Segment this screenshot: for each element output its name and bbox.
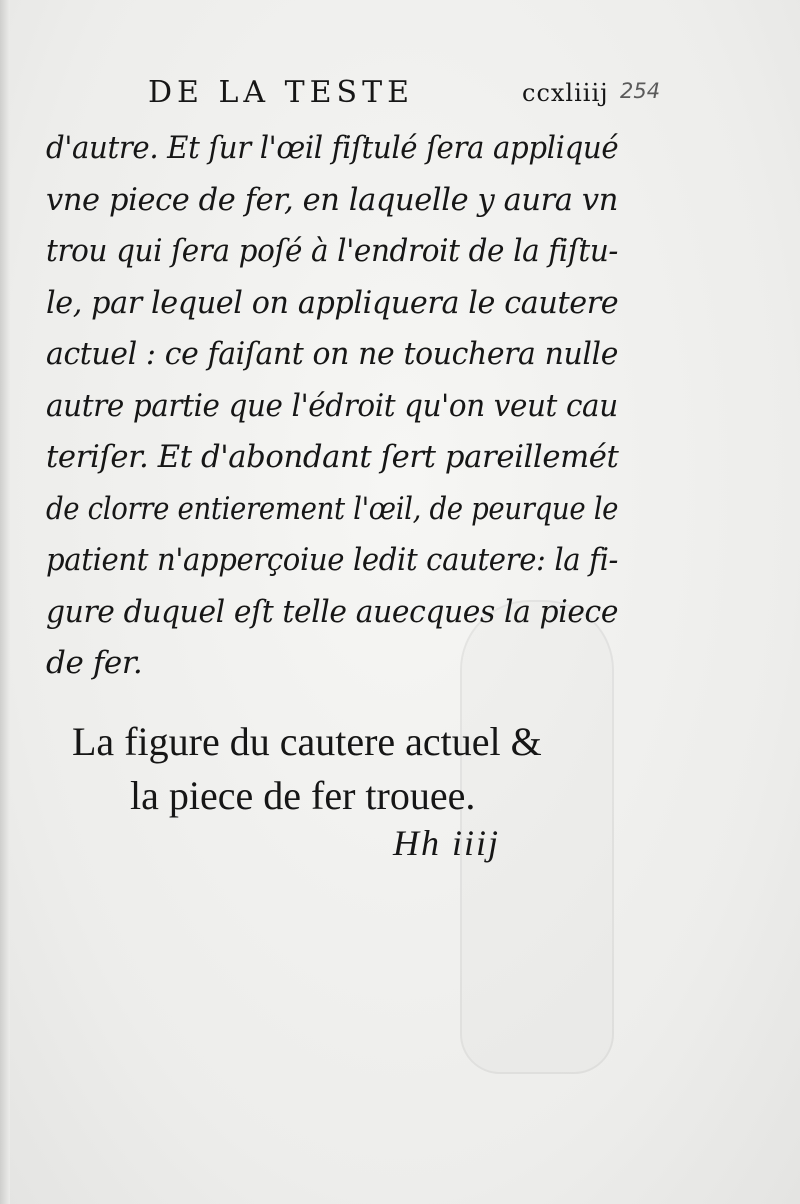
body-text — [46, 123, 618, 690]
text-line: trou qui ſera poſé à l'endroit de la fiſtu- — [46, 233, 618, 269]
running-head: DE LA TESTE — [148, 75, 414, 110]
text-line: vne piece de fer, en laquelle y aura vn — [46, 181, 618, 218]
text-line: gure duquel eſt telle auecques la piece — [46, 593, 619, 630]
text-line: actuel : ce faiſant on ne touchera nulle — [46, 336, 619, 372]
text-line: de fer. — [46, 645, 143, 681]
text-line: le, par lequel on appliquera le cautere — [46, 284, 619, 321]
text-line: de clorre entierement l'œil, de peurque le — [46, 490, 619, 527]
text-line: patient n'apperçoiue ledit cautere: la fi- — [46, 542, 618, 578]
text-line: autre partie que l'édroit qu'on veut cau — [46, 387, 618, 424]
caption-line-2: la piece de fer trouee. — [130, 773, 476, 818]
page-edge-shadow — [0, 0, 10, 1204]
folio-number: ccxliiij — [522, 79, 609, 107]
text-line: d'autre. Et ſur l'œil fiſtulé ſera appliqué — [46, 130, 619, 166]
handwritten-page-number: 254 — [620, 79, 661, 103]
text-line: teriſer. Et d'abondant ſert pareillemét — [46, 439, 619, 475]
caption-line-1: La figure du cautere actuel & — [72, 719, 542, 764]
figure-caption — [0, 715, 800, 823]
page-header — [0, 75, 800, 125]
signature-mark: Hh iiij — [393, 823, 501, 863]
